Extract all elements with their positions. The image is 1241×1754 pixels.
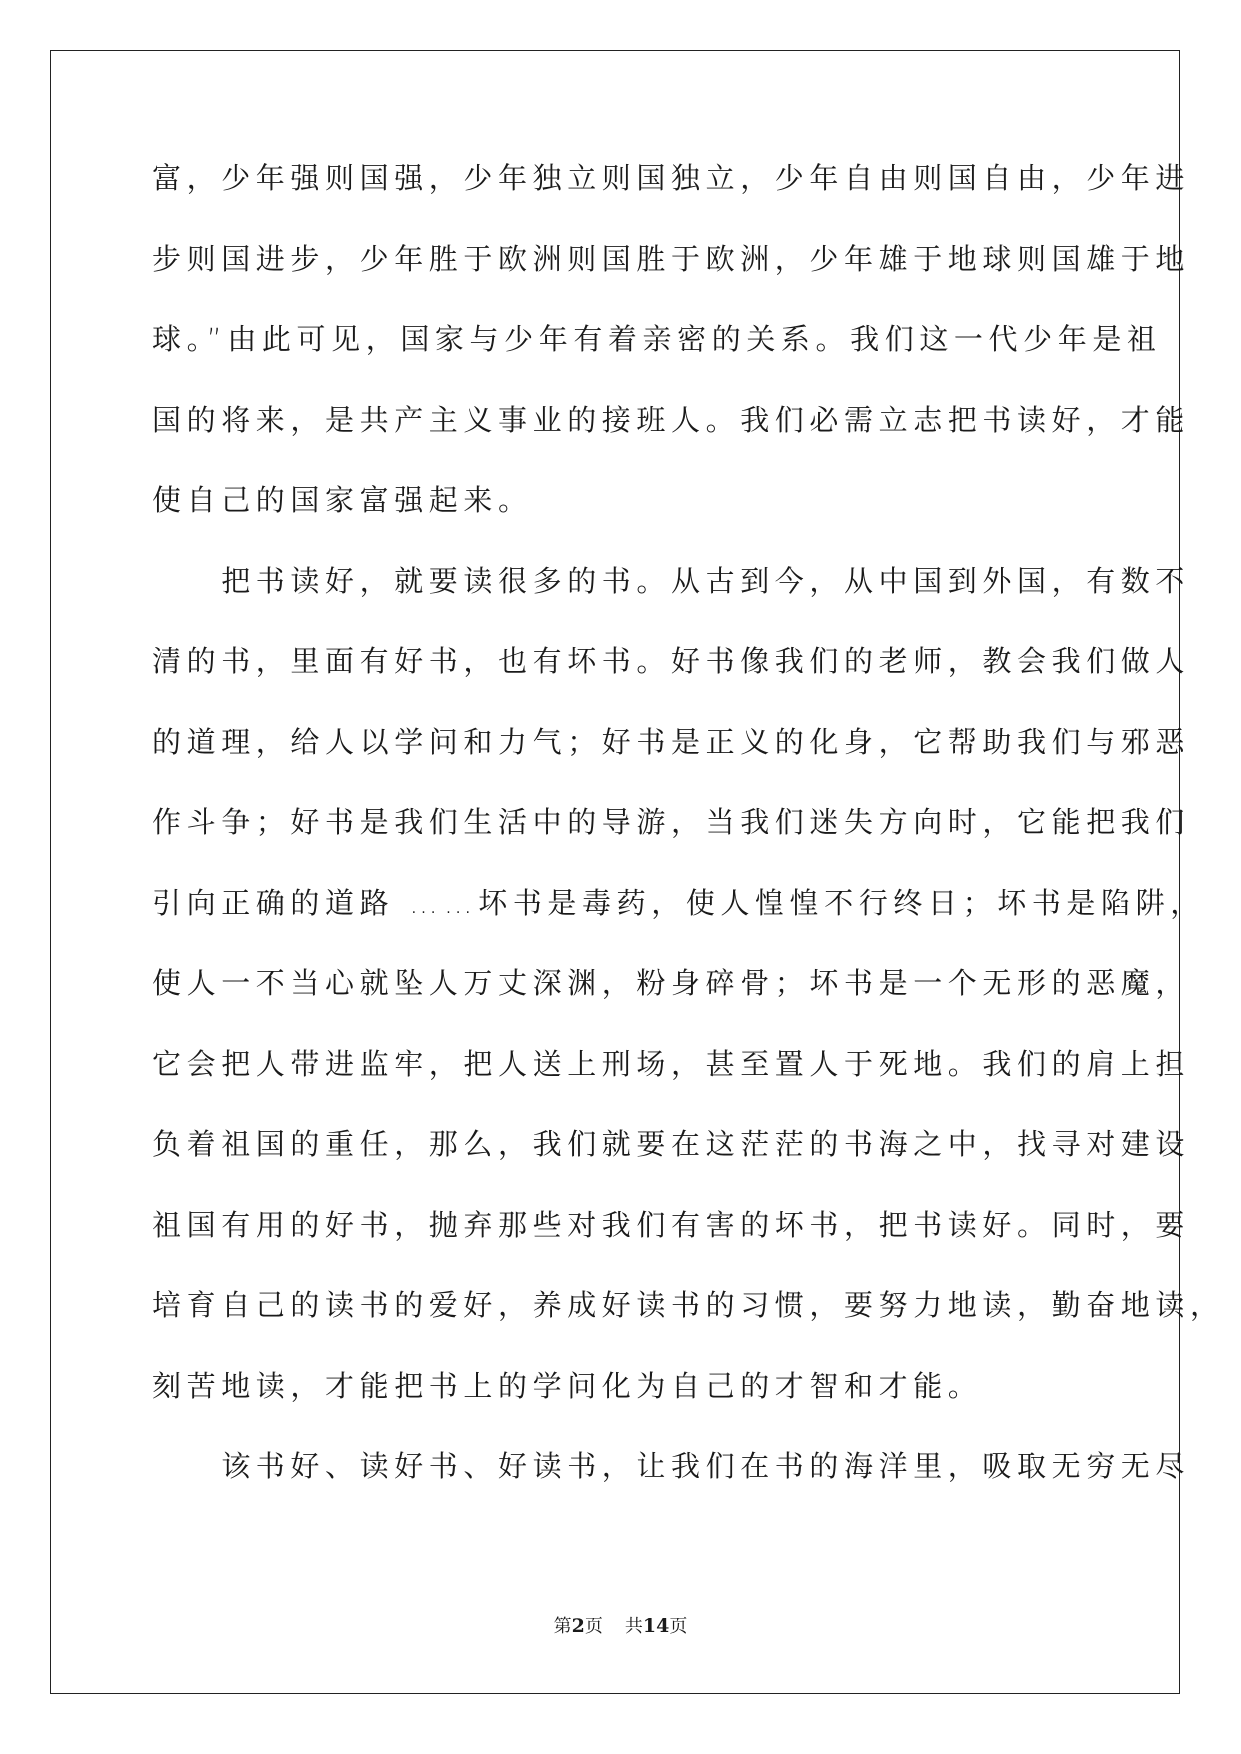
- page-suffix: 页: [584, 1616, 603, 1637]
- text-line: 作斗争；好书是我们生活中的导游，当我们迷失方向时，它能把我们: [152, 805, 1191, 839]
- text-line: 国的将来，是共产主义事业的接班人。我们必需立志把书读好，才能: [152, 402, 1191, 437]
- text-line: 它会把人带进监牢，把人送上刑场，甚至置人于死地。我们的肩上担: [152, 1046, 1191, 1081]
- document-body: [152, 158, 1225, 1527]
- page-footer: [0, 1612, 1241, 1638]
- text-line: 使人一不当心就坠人万丈深渊，粉身碎骨；坏书是一个无形的恶魔，: [152, 966, 1191, 1000]
- text-line: 使自己的国家富强起来。: [152, 483, 533, 517]
- text-line: 该书好、读好书、好读书，让我们在书的海洋里，吸取无穷无尽: [152, 1449, 1191, 1483]
- total-suffix: 页: [669, 1616, 688, 1637]
- text-line: 把书读好，就要读很多的书。从古到今，从中国到外国，有数不: [152, 563, 1191, 598]
- text-line: 富，少年强则国强，少年独立则国独立，少年自由则国自由，少年进: [152, 161, 1191, 195]
- total-prefix: 共: [624, 1616, 643, 1637]
- text-line: 引向正确的道路 ……坏书是毒药，使人惶惶不行终日；坏书是陷阱，: [152, 885, 1205, 920]
- text-line: 清的书，里面有好书，也有坏书。好书像我们的老师，教会我们做人: [152, 644, 1191, 678]
- text-line: 的道理，给人以学问和力气；好书是正义的化身，它帮助我们与邪恶: [152, 724, 1191, 759]
- text-line: 刻苦地读，才能把书上的学问化为自己的才智和才能。: [152, 1368, 983, 1403]
- total-pages: 14: [642, 1615, 670, 1637]
- text-line: 祖国有用的好书，抛弃那些对我们有害的坏书，把书读好。同时，要: [152, 1207, 1191, 1242]
- page-number: 2: [571, 1615, 585, 1637]
- text-line: 球。”由此可见，国家与少年有着亲密的关系。我们这一代少年是祖: [152, 322, 1162, 356]
- text-line: 培育自己的读书的爱好，养成好读书的习惯，要努力地读，勤奋地读，: [152, 1288, 1225, 1322]
- text-line: 负着祖国的重任，那么，我们就要在这茫茫的书海之中，找寻对建设: [152, 1127, 1191, 1161]
- page-prefix: 第: [553, 1616, 572, 1637]
- text-line: 步则国进步，少年胜于欧洲则国胜于欧洲，少年雄于地球则国雄于地: [152, 241, 1191, 276]
